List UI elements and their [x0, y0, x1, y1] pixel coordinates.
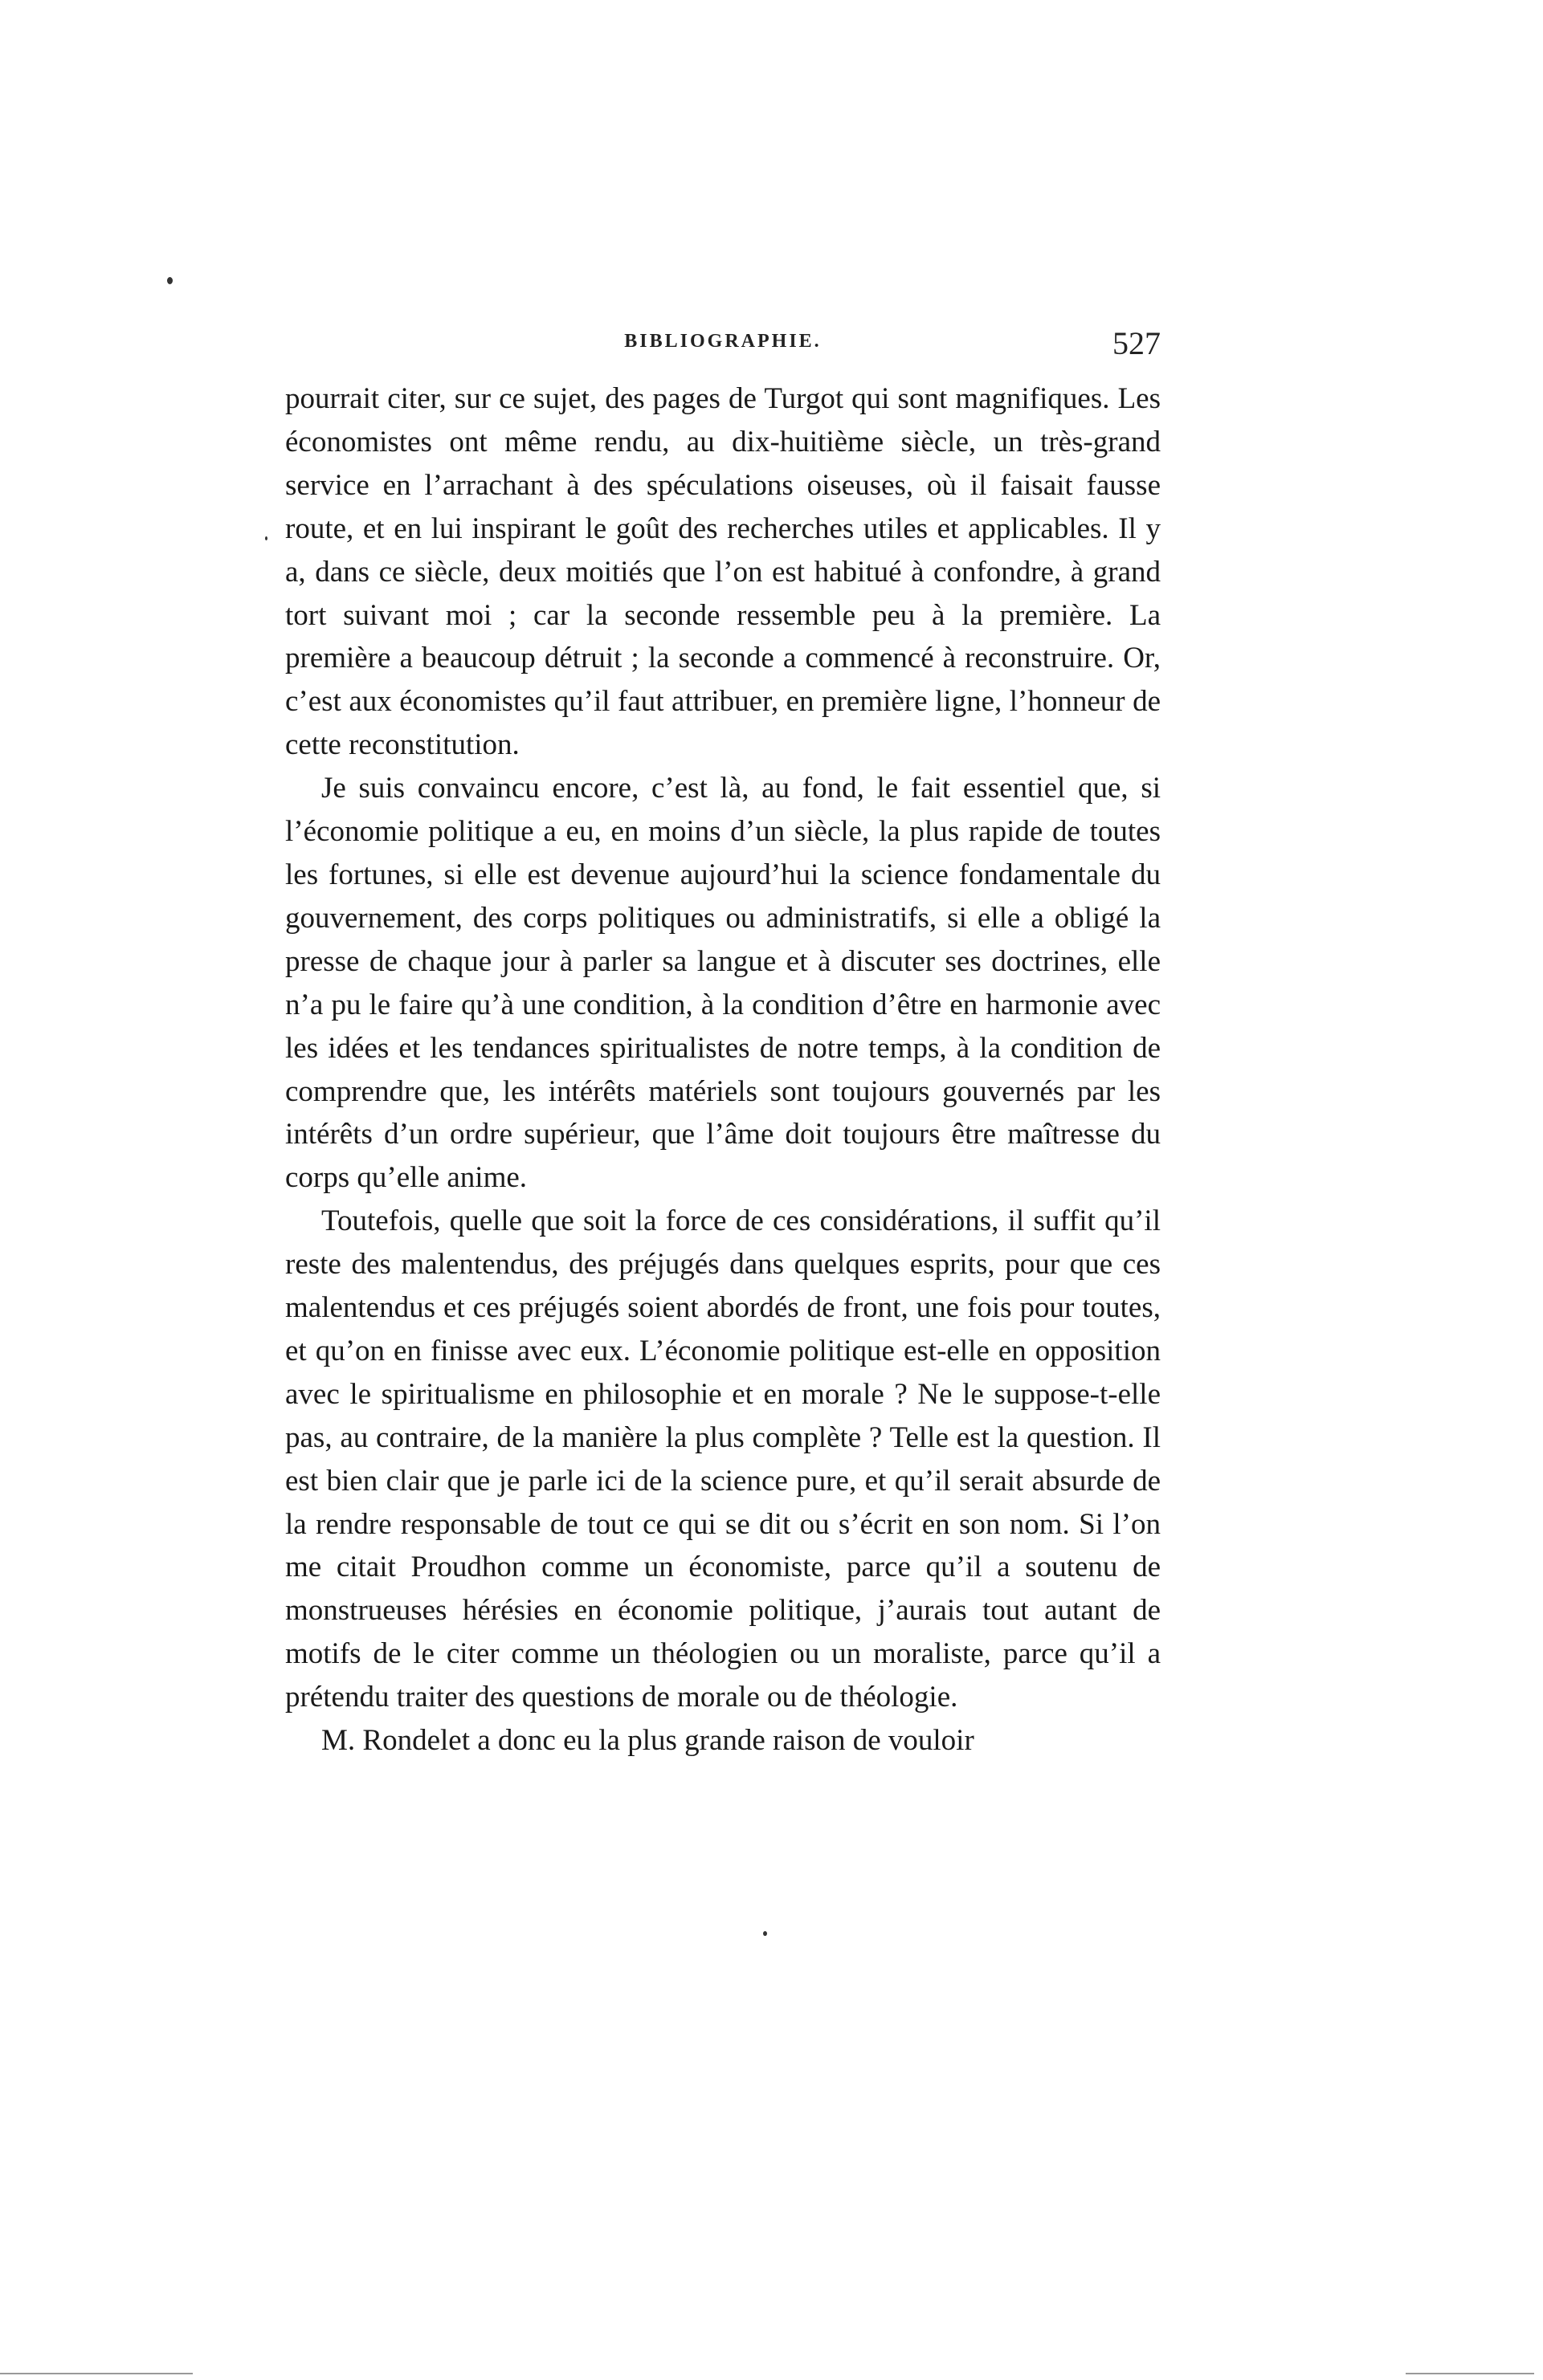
page-number: 527 — [1112, 325, 1161, 361]
paragraph-1: pourrait citer, sur ce sujet, des pages de Turgot qui sont magnifiques. Les économistes ont même rendu, au dix-huitième siècle, un très-grand service en l’arrachant à des spéculations oiseuses, où il faisait fausse route, et en lui inspirant le goût des recherches utiles et applicables. Il y a, dans ce siècle, deux moitiés que l’on est habitué à confondre, à grand tort suivant moi ; car la seconde ressemble peu à la première. La première a beaucoup détruit ; la seconde a commencé à reconstruire. Or, c’est aux économistes qu’il faut attribuer, en première ligne, l’honneur de cette reconstitution. — [285, 382, 1161, 762]
body-text — [285, 377, 1161, 1763]
paragraph-2: Je suis convaincu encore, c’est là, au fond, le fait essentiel que, si l’économie politique a eu, en moins d’un siècle, la plus rapide de toutes les fortunes, si elle est devenue aujourd’hui la science fondamentale du gouvernement, des corps politiques ou administratifs, si elle a obligé la presse de chaque jour à parler sa langue et à discuter ses doctrines, elle n’a pu le faire qu’à une condition, à la condition d’être en harmonie avec les idées et les tendances spiritualistes de notre temps, à la condition de comprendre que, les intérêts matériels sont toujours gouvernés par les intérêts d’un ordre supérieur, que l’âme doit toujours être maîtresse du corps qu’elle anime. — [285, 772, 1161, 1195]
scan-speck — [167, 277, 173, 284]
scan-speck — [763, 1931, 767, 1936]
scan-edge-mark — [0, 2373, 193, 2374]
running-head — [285, 324, 1161, 365]
paragraph-4: M. Rondelet a donc eu la plus grande raison de vouloir — [321, 1724, 974, 1758]
running-title: BIBLIOGRAPHIE. — [624, 331, 822, 352]
paragraph-3: Toutefois, quelle que soit la force de ces considérations, il suffit qu’il reste des malentendus, des préjugés dans quelques esprits, pour que ces malentendus et ces préjugés soient abordés de front, une fois pour toutes, et qu’on en finisse avec eux. L’économie politique est-elle en opposition avec le spiritualisme en philosophie et en morale ? Ne le suppose-t-elle pas, au contraire, de la manière la plus complète ? Telle est la question. Il est bien clair que je parle ici de la science pure, et qu’il serait absurde de la rendre responsable de tout ce qui se dit ou s’écrit en son nom. Si l’on me citait Proudhon comme un économiste, parce qu’il a soutenu de monstrueuses hérésies en économie politique, j’aurais tout autant de motifs de le citer comme un théologien ou un moraliste, parce qu’il a prétendu traiter des questions de morale ou de théologie. — [285, 1204, 1161, 1714]
scan-edge-mark — [1406, 2373, 1534, 2374]
scan-speck — [265, 536, 267, 540]
